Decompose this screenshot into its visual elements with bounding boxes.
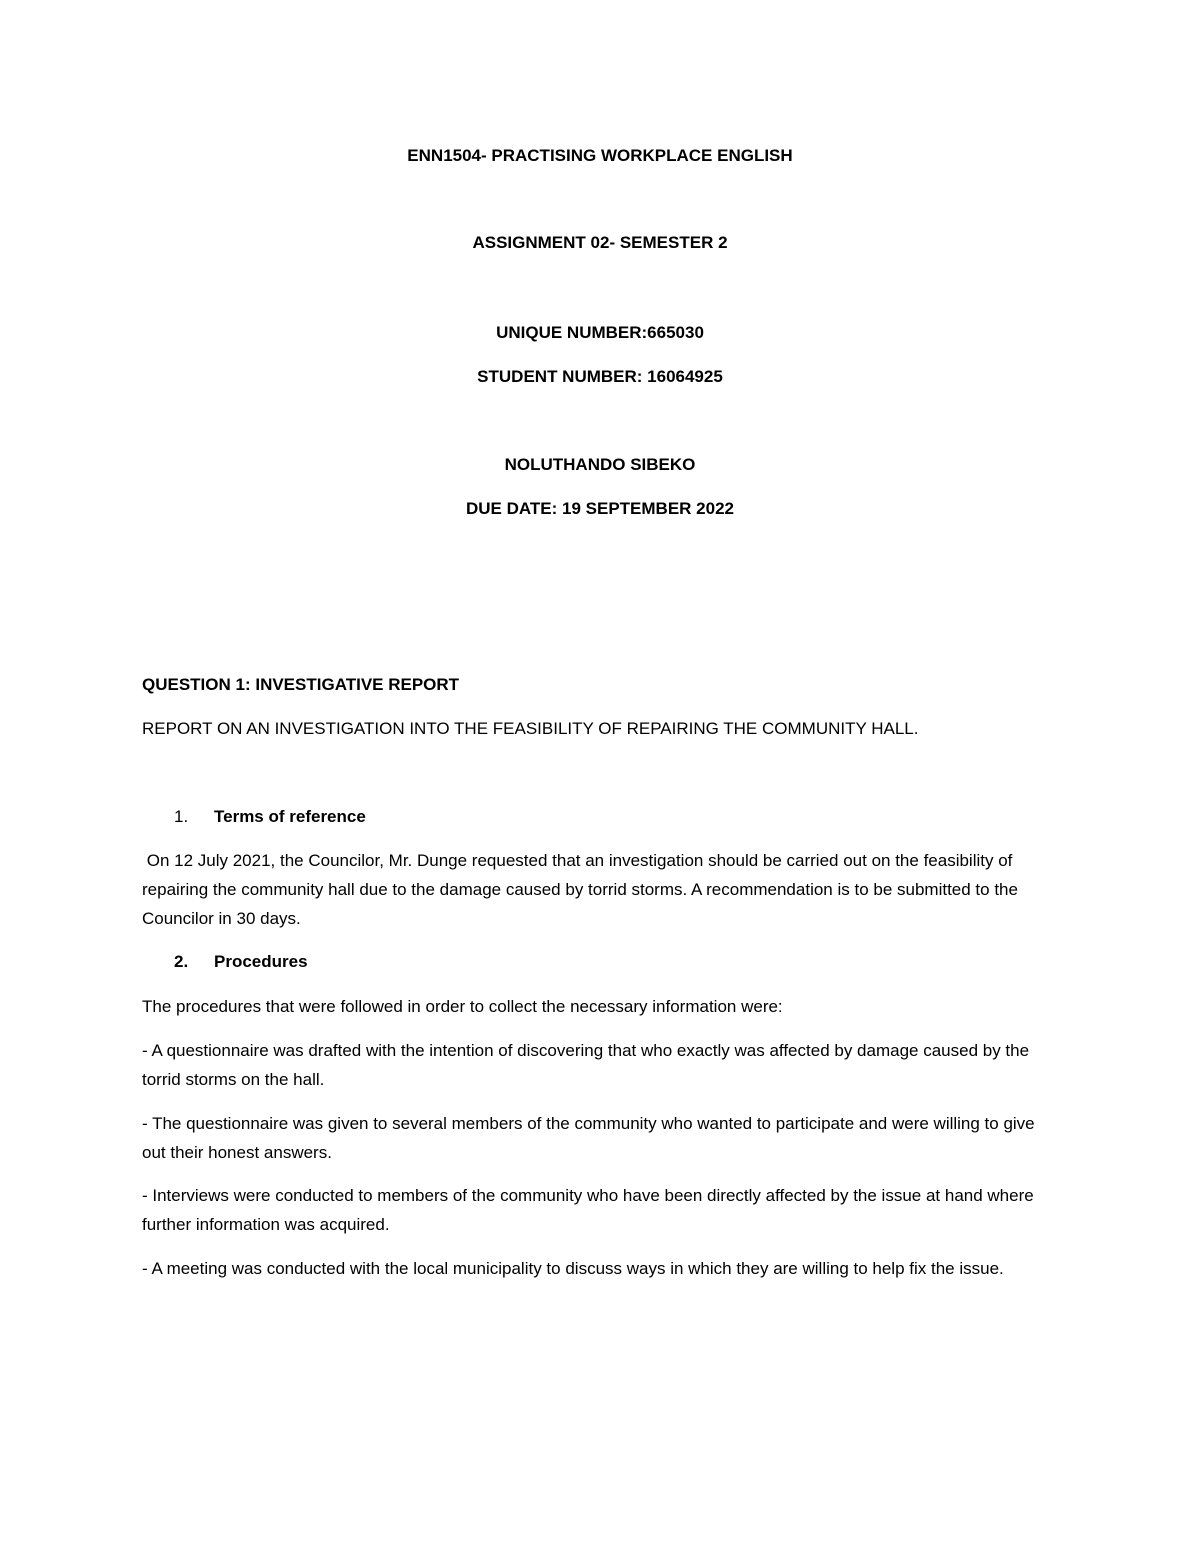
paragraph: On 12 July 2021, the Councilor, Mr. Dunge requested that an investigation should be carried out on the feasibility of repairing the community hall due to the damage caused by torrid storms. A recommendation is to be submitted to the Councilor in 30 days.	[142, 851, 1023, 928]
procedure-item	[142, 1181, 1062, 1239]
paragraph: - The questionnaire was given to several members of the community who wanted to participate and were willing to give out their honest answers.	[142, 1114, 1035, 1162]
section-heading-terms-of-reference	[174, 806, 366, 828]
report-title: REPORT ON AN INVESTIGATION INTO THE FEASIBILITY OF REPAIRING THE COMMUNITY HALL.	[142, 719, 919, 738]
section-number: 1.	[174, 807, 189, 826]
assignment-title: ASSIGNMENT 02- SEMESTER 2	[472, 233, 728, 252]
procedure-item	[142, 1254, 1062, 1283]
course-title: ENN1504- PRACTISING WORKPLACE ENGLISH	[407, 146, 793, 165]
student-number: STUDENT NUMBER: 16064925	[477, 367, 723, 386]
terms-paragraph	[142, 846, 1062, 933]
paragraph: - A questionnaire was drafted with the intention of discovering that who exactly was affected by damage caused by the torrid storms on the hall.	[142, 1041, 1030, 1089]
paragraph: - Interviews were conducted to members of the community who have been directly affected by the issue at hand where further information was acquired.	[142, 1186, 1034, 1234]
unique-number: UNIQUE NUMBER:665030	[496, 323, 704, 342]
question-title: QUESTION 1: INVESTIGATIVE REPORT	[142, 675, 460, 694]
section-heading-procedures	[174, 951, 308, 973]
paragraph: The procedures that were followed in order to collect the necessary information were:	[142, 997, 783, 1016]
due-date: DUE DATE: 19 SEPTEMBER 2022	[466, 499, 734, 518]
student-name: NOLUTHANDO SIBEKO	[504, 455, 696, 474]
procedure-item	[142, 1036, 1062, 1094]
procedure-item	[142, 1109, 1062, 1167]
section-number: 2.	[174, 952, 189, 971]
procedures-intro	[142, 992, 1062, 1021]
section-heading-text: Procedures	[214, 952, 308, 971]
section-heading-text: Terms of reference	[214, 807, 366, 826]
paragraph: - A meeting was conducted with the local municipality to discuss ways in which they are willing to help fix the issue.	[142, 1259, 1004, 1278]
